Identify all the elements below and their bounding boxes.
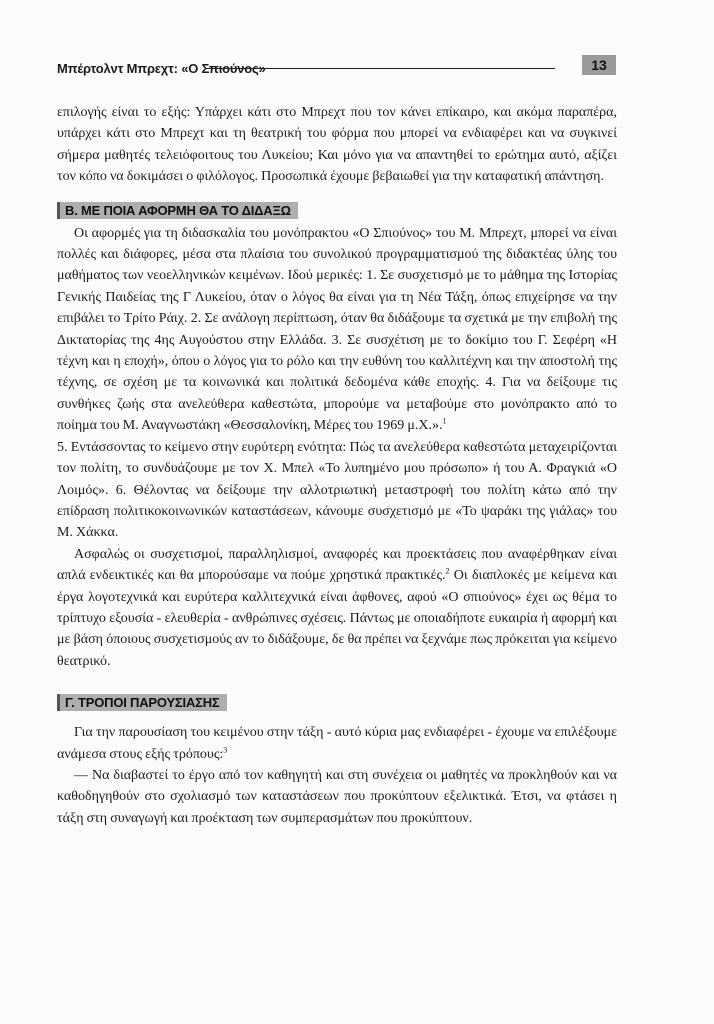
section-b-heading: Β. ΜΕ ΠΟΙΑ ΑΦΟΡΜΗ ΘΑ ΤΟ ΔΙΔΑΞΩ xyxy=(57,202,298,219)
section-c-paragraph-1-text: Για την παρουσίαση του κειμένου στην τάξη - αυτό κύρια μας ενδιαφέρει - έχουμε να επιλέξουμε ανάμεσα στους εξής τρόπους: xyxy=(57,725,617,762)
footnote-ref-1: 1 xyxy=(442,416,447,426)
section-c-paragraph-1 xyxy=(57,722,617,765)
intro-paragraph: επιλογής είναι το εξής: Υπάρχει κάτι στο Μπρεχτ που τον κάνει επίκαιρο, και ακόμα παραπέρα, υπάρχει κάτι στο Μπρεχτ και τη θεατρική του φόρμα που μπορεί να ενδιαφέρει και να συγκινεί σήμερα μαθητές τελειόφοιτους του Λυκείου; Και μόνο για να απαντηθεί το ερώτημα αυτό, αξίζει τον κόπο να δοκιμάσει ο φιλόλογος. Προσωπικά έχουμε βεβαιωθεί για την καταφατική απάντηση. xyxy=(57,105,617,185)
section-c-paragraph-2: — Να διαβαστεί το έργο από τον καθηγητή και στη συνέχεια οι μαθητές να προκληθούν και να καθοδηγηθούν στο σχολιασμό των καταστάσεων που προκύπτουν εξελικτικά. Έτσι, να φτάσει η τάξη στη συναγωγή και προέκταση των συμπερασμάτων που προκύπτουν. xyxy=(57,767,617,826)
section-c-heading: Γ. ΤΡΟΠΟΙ ΠΑΡΟΥΣΙΑΣΗΣ xyxy=(57,694,227,711)
page-body xyxy=(57,102,617,829)
section-b-paragraph-1 xyxy=(57,223,617,437)
running-title: Μπέρτολντ Μπρεχτ: «Ο Σπιούνος» xyxy=(57,61,266,76)
section-b-paragraph-3-text-b: Οι διαπλοκές με κείμενα και έργα λογοτεχνικά και ευρύτερα καλλιτεχνικά είναι άφθονες, αφού «Ο σπιούνος» έχει ως θέμα το τρίπτυχο εξουσία - ελευθερία - ανθρώπινες σχέσεις. Πάντως με οποιαδήποτε ευκαιρία ή αφορμή και με βάση όποιους συσχετισμούς αν το διδάξουμε, δε θα πρέπει να ξεχνάμε πως πρόκειται για κείμενο θεατρικό. xyxy=(57,568,617,669)
header-rule xyxy=(205,68,555,69)
section-b-paragraph-1-text: Οι αφορμές για τη διδασκαλία του μονόπρακτου «Ο Σπιούνος» του Μ. Μπρεχτ, μπορεί να είναι πολλές και διάφορες, μέσα στα πλαίσια του συνολικού προγραμματισμού της διδακτέας ύλης του μαθήματος των νεοελληνικών κειμένων. Ιδού μερικές: 1. Σε συσχετισμό με το μάθημα της Ιστορίας Γενικής Παιδείας της Γ Λυκείου, όταν ο λόγος θα είναι για τη Νέα Τάξη, όπως επιχείρησε να την επιβάλει το Τρίτο Ράιχ. 2. Σε ανάλογη περίπτωση, όταν θα διδάξουμε τα σχετικά με την επιβολή της Δικτατορίας της 4ης Αυγούστου στην Ελλάδα. 3. Σε συσχέτιση με το δοκίμιο του Γ. Σεφέρη «Η τέχνη και η εποχή», όπου ο λόγος για το ρόλο και την ευθύνη του καλλιτέχνη και την αποστολή της τέχνης, σε σχέση με τα κοινωνικά και πολιτικά δεδομένα κάθε εποχής. 4. Για να δείξουμε τις συνθήκες ζωής στα ανελεύθερα καθεστώτα, μπορούμε να μεταβούμε στο μονόπρακτο από το ποίημα του Μ. Αναγνωστάκη «Θεσσαλονίκη, Μέρες του 1969 μ.Χ.». xyxy=(57,225,617,434)
footnote-ref-3: 3 xyxy=(223,744,228,754)
footnote-ref-2: 2 xyxy=(445,566,450,576)
running-header xyxy=(57,55,617,83)
section-b-paragraph-3-text-a: Ασφαλώς οι συσχετισμοί, παραλληλισμοί, αναφορές και προεκτάσεις που αναφέρθηκαν είναι απλά ενδεικτικές και θα μπορούσαμε να πούμε χρηστικά πρακτικές. xyxy=(57,546,617,584)
page-number: 13 xyxy=(582,55,616,75)
section-b-paragraph-2: 5. Εντάσσοντας το κείμενο στην ευρύτερη ενότητα: Πώς τα ανελεύθερα καθεστώτα μεταχειρίζονται τον πολίτη, το συνδυάζουμε με τον Χ. Μπελ «Το λυπημένο μου πρόσωπο» ή του Α. Φραγκιά «Ο Λοιμός». 6. Θέλοντας να δείξουμε την αλλοτριωτική μεταστροφή του πολίτη κάτω από την επίδραση πολιτικοκοινωνικών καταστάσεων, κάνουμε συσχετισμό με «Το ψαράκι της γιάλας» του Μ. Χάκκα. xyxy=(57,439,617,541)
section-b-paragraph-3 xyxy=(57,544,617,672)
